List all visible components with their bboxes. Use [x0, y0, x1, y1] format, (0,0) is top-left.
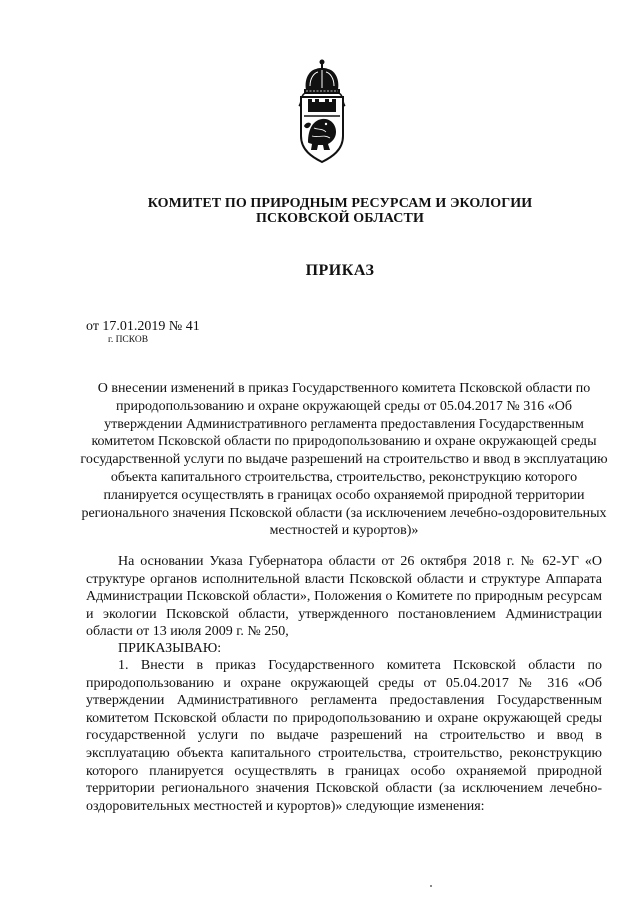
organization-name-line1: КОМИТЕТ ПО ПРИРОДНЫМ РЕСУРСАМ И ЭКОЛОГИИ	[147, 196, 533, 211]
document-subject: О внесении изменений в приказ Государственного комитета Псковской области по природопользованию и охране окружающей среды от 05.04.2017 № 316 «Об утверждении Административного регламента предоставления Государственным комитетом Псковской области по природопользованию и охране окружающей среды государственной услуги по выдаче разрешений на строительство и ввод в эксплуатацию объекта капитального строительства, строительство, реконструкцию которого планируется осуществлять в границах особо охраняемой природной территории регионального значения Псковской области (за исключением лечебно-оздоровительных местностей и курортов)»	[80, 381, 608, 539]
organization-name-line2: ПСКОВСКОЙ ОБЛАСТИ	[256, 211, 424, 226]
coat-of-arms-icon	[296, 58, 348, 164]
crown-icon	[304, 60, 340, 95]
document-city: г. ПСКОВ	[108, 335, 149, 345]
scan-speck	[430, 885, 432, 887]
document-date-number: от 17.01.2019 № 41	[86, 319, 200, 334]
order-word: ПРИКАЗЫВАЮ:	[118, 641, 222, 656]
document-type-title: ПРИКАЗ	[305, 262, 375, 279]
basis-paragraph: На основании Указа Губернатора области от 26 октября 2018 г. № 62-УГ «О структуре органов исполнительной власти Псковской области и структуре Аппарата Администрации Псковской области», Положения о Комитете по природным ресурсам и экологии Псковской области, утвержденного постановлением Администрации области от 13 июля 2009 г. № 250,	[86, 554, 602, 640]
shield-icon	[301, 97, 343, 162]
item-1-paragraph: 1. Внести в приказ Государственного комитета Псковской области по природопользованию и охране окружающей среды от 05.04.2017 № 316 «Об утверждении Административного регламента предоставления Государственным комитетом Псковской области по природопользованию и охране окружающей среды государственной услуги по выдаче разрешений на строительство и ввод в эксплуатацию объекта капитального строительства, строительство, реконструкцию которого планируется осуществлять в границах особо охраняемой природной территории регионального значения Псковской области (за исключением лечебно-оздоровительных местностей и курортов)» следующие изменения:	[86, 658, 602, 814]
